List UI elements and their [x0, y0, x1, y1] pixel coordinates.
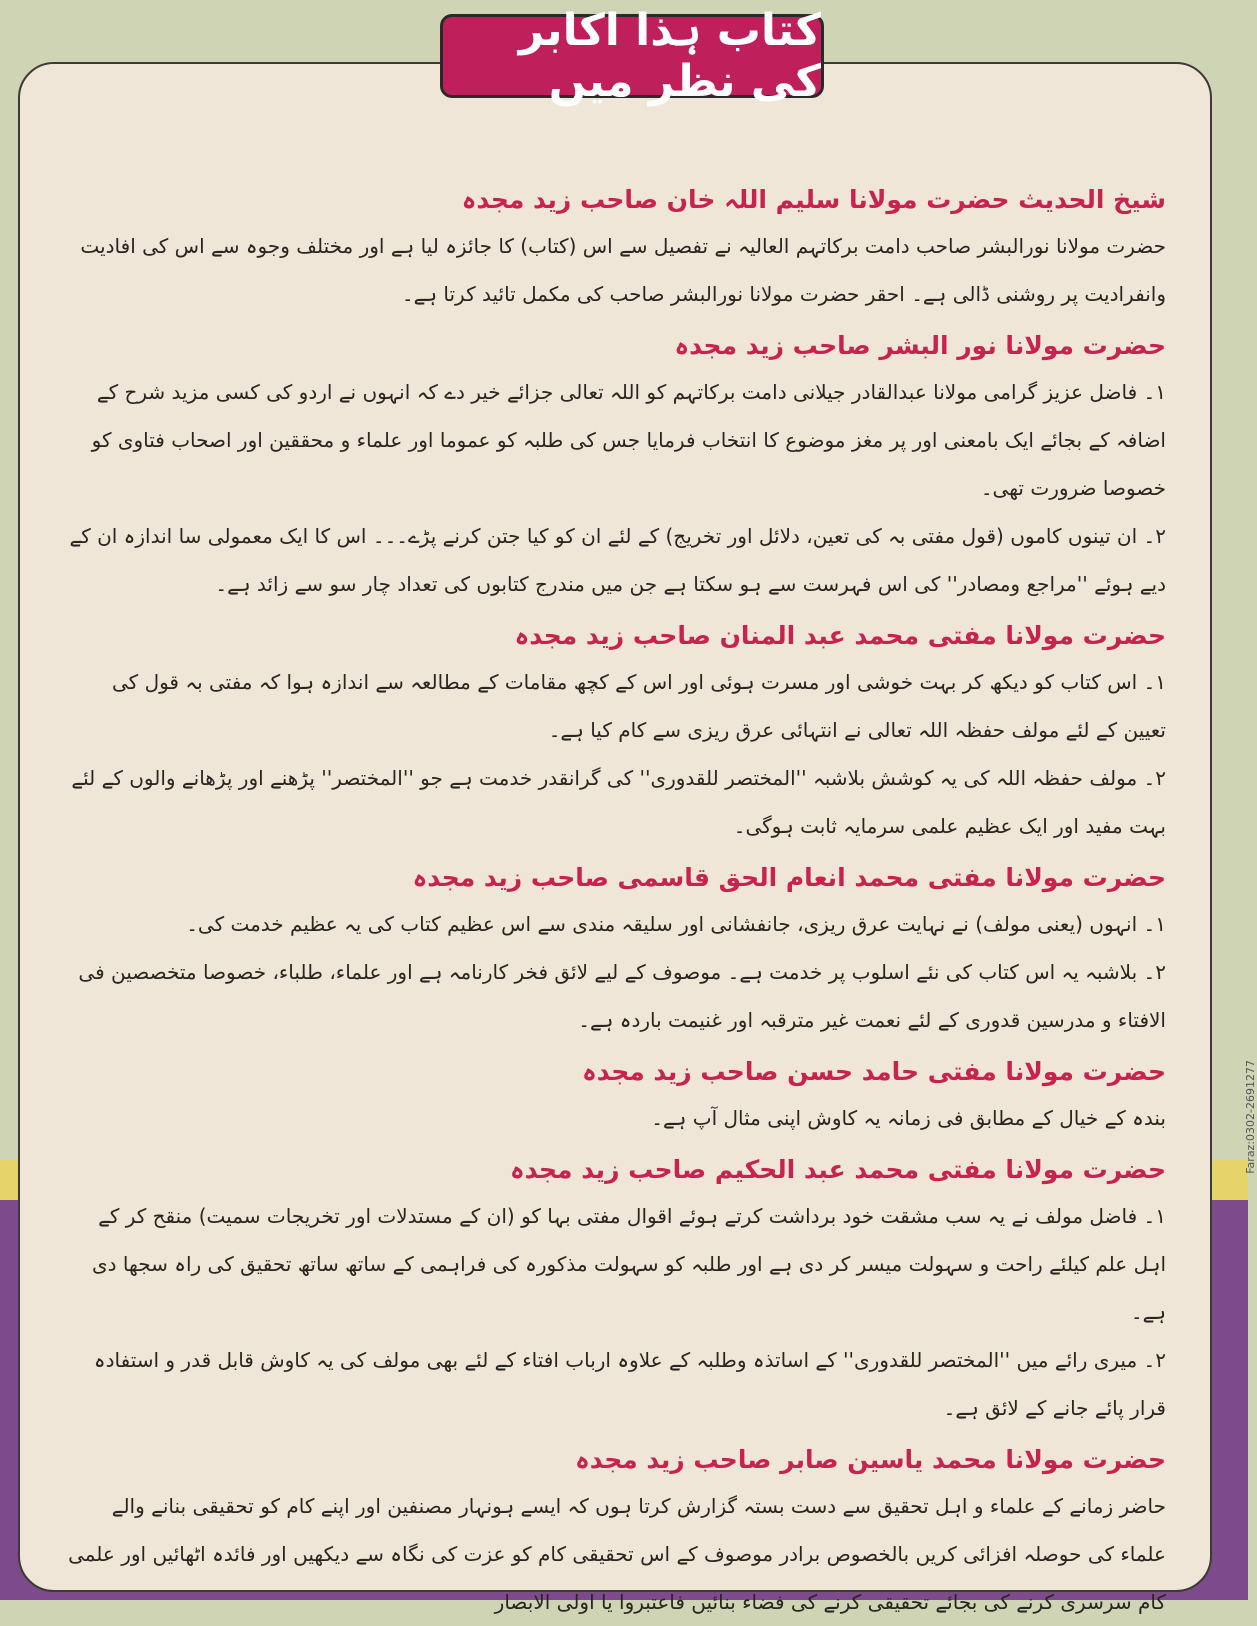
side-contact-note: Faraz:0302-2691277	[1244, 1060, 1257, 1174]
section-heading: حضرت مولانا مفتی حامد حسن صاحب زید مجدہ	[582, 1057, 1166, 1086]
section-heading: حضرت مولانا محمد یاسین صابر صاحب زید مجدہ	[575, 1445, 1166, 1474]
section-7	[64, 1438, 1166, 1626]
section-paragraph: ۱۔ انہوں (یعنی مولف) نے نہایت عرق ریزی، جانفشانی اور سلیقہ مندی سے اس عظیم کتاب کی یہ عظیم خدمت کی۔	[186, 912, 1166, 936]
page-title-banner	[440, 5, 824, 107]
section-paragraph: ۱۔ فاضل مولف نے یہ سب مشقت خود برداشت کرتے ہوئے اقوال مفتی بہا کو (ان کے مستدلات اور تخریجات سمیت) منقح کر کے اہل علم کیلئے راحت و سہولت میسر کر دی ہے اور طلبہ کو سہولت مذکورہ کی فراہمی کے ساتھ ساتھ تحقیق کی راہ سجھا دی ہے۔	[91, 1204, 1166, 1324]
section-heading: شیخ الحدیث حضرت مولانا سلیم اللہ خان صاحب زید مجدہ	[461, 185, 1166, 214]
page-title: کتاب ہذا اکابر کی نظر میں	[518, 5, 821, 107]
section-heading: حضرت مولانا مفتی محمد انعام الحق قاسمی صاحب زید مجدہ	[412, 863, 1166, 892]
section-paragraph: ۱۔ فاضل عزیز گرامی مولانا عبدالقادر جیلانی دامت برکاتہم کو اللہ تعالی جزائے خیر دے کہ انہوں نے اردو کی کسی مزید شرح کے اضافہ کے بجائے ایک بامعنی اور پر مغز موضوع کا انتخاب فرمایا جس کی طلبہ کو عموما اور علماء و محققین اور اصحاب فتاوی کو خصوصا ضرورت تھی۔	[91, 380, 1166, 500]
section-6	[64, 1148, 1166, 1432]
section-heading: حضرت مولانا مفتی محمد عبد المنان صاحب زید مجدہ	[514, 621, 1166, 650]
section-heading: حضرت مولانا نور البشر صاحب زید مجدہ	[674, 331, 1166, 360]
section-paragraph: ۲۔ ان تینوں کاموں (قول مفتی بہ کی تعین، دلائل اور تخریج) کے لئے ان کو کیا جتن کرنے پڑے۔۔۔ اس کا ایک معمولی سا اندازہ ان کے دیے ہوئے ''مراجع ومصادر'' کی اس فہرست سے ہو سکتا ہے جن میں مندرج کتابوں کی تعداد چار سو سے زائد ہے۔	[69, 524, 1166, 596]
content-body	[64, 172, 1166, 1626]
section-5	[64, 1050, 1166, 1142]
section-paragraph: حضرت مولانا نورالبشر صاحب دامت برکاتہم العالیہ نے تفصیل سے اس (کتاب) کا جائزہ لیا ہے اور مختلف وجوہ سے اس کی افادیت وانفرادیت پر روشنی ڈالی ہے۔ احقر حضرت مولانا نورالبشر صاحب کی مکمل تائید کرتا ہے۔	[80, 234, 1166, 306]
section-2	[64, 324, 1166, 608]
section-paragraph: حاضر زمانے کے علماء و اہل تحقیق سے دست بستہ گزارش کرتا ہوں کہ ایسے ہونہار مصنفین اور اپنے کام کو تحقیقی بنانے والے علماء کی حوصلہ افزائی کریں بالخصوص برادر موصوف کے اس تحقیقی کام کو عزت کی نگاہ سے دیکھیں اور فائدہ اٹھائیں اور علمی کام سرسری کرنے کی بجائے تحقیقی کرنے کی فضاء بنائیں فاعتبروا یا اولی الابصار	[68, 1494, 1166, 1614]
section-paragraph: ۲۔ میری رائے میں ''المختصر للقدوری'' کے اساتذہ وطلبہ کے علاوہ ارباب افتاء کے لئے بھی مولف کی یہ کاوش قابل قدر و استفادہ قرار پائے جانے کے لائق ہے۔	[93, 1348, 1166, 1420]
section-4	[64, 856, 1166, 1044]
section-paragraph: بندہ کے خیال کے مطابق فی زمانہ یہ کاوش اپنی مثال آپ ہے۔	[651, 1106, 1166, 1130]
section-paragraph: ۱۔ اس کتاب کو دیکھ کر بہت خوشی اور مسرت ہوئی اور اس کے کچھ مقامات کے مطالعہ سے اندازہ ہوا کہ مفتی بہ قول کی تعیین کے لئے مولف حفظہ اللہ تعالی نے انتہائی عرق ریزی سے کام کیا ہے۔	[112, 670, 1166, 742]
section-1	[64, 178, 1166, 318]
content-card	[18, 62, 1212, 1614]
section-heading: حضرت مولانا مفتی محمد عبد الحکیم صاحب زید مجدہ	[509, 1155, 1166, 1184]
section-paragraph: ۲۔ مولف حفظہ اللہ کی یہ کوشش بلاشبہ ''المختصر للقدوری'' کی گرانقدر خدمت ہے جو ''المختصر'' پڑھنے اور پڑھانے والوں کے لئے بہت مفید اور ایک عظیم علمی سرمایہ ثابت ہوگی۔	[71, 766, 1166, 838]
section-paragraph: ۲۔ بلاشبہ یہ اس کتاب کی نئے اسلوب پر خدمت ہے۔ موصوف کے لیے لائق فخر کارنامہ ہے اور علماء، طلباء، خصوصا متخصصین فی الافتاء و مدرسین قدوری کے لئے نعمت غیر مترقبہ اور غنیمت باردہ ہے۔	[78, 960, 1166, 1032]
section-3	[64, 614, 1166, 850]
